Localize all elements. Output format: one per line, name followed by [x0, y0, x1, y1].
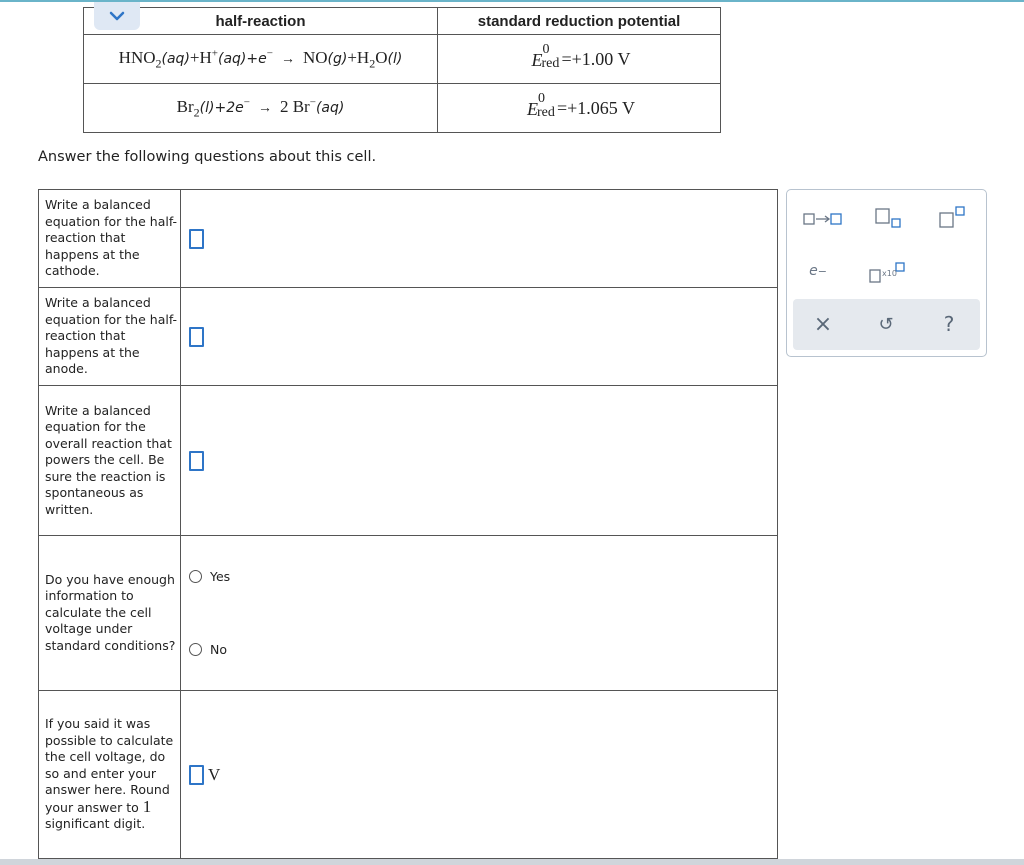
- equation-token: HNO: [118, 47, 156, 67]
- radio-no-label: No: [210, 642, 227, 657]
- clear-button[interactable]: [803, 304, 843, 344]
- equation-token: 2 Br: [279, 96, 310, 116]
- questions-table: [38, 189, 778, 859]
- question-anode: Write a balanced equation for the half-reaction that happens at the anode.: [39, 288, 181, 386]
- half-reaction-2-products: [280, 97, 344, 116]
- subscript-tool[interactable]: [871, 205, 907, 231]
- voltage-unit: V: [208, 764, 221, 784]
- equation-token: 2: [369, 56, 376, 71]
- equation-token: +H: [189, 47, 212, 67]
- equation-token: 2: [155, 56, 162, 71]
- question-cathode: Write a balanced equation for the half-reaction that happens at the cathode.: [39, 190, 181, 288]
- undo-button[interactable]: [866, 304, 906, 344]
- potential-1: [438, 35, 721, 84]
- tool-action-bar: [793, 299, 980, 350]
- equation-token: NO: [302, 47, 328, 67]
- question-enough-info: Do you have enough information to calculate the cell voltage under standard conditions?: [39, 536, 181, 691]
- half-reaction-1: [84, 35, 438, 84]
- equation-token: 2: [193, 105, 200, 120]
- answer-cell-cathode: [181, 190, 778, 288]
- equation-token: −: [266, 46, 273, 59]
- overall-answer-input[interactable]: [189, 451, 204, 471]
- potential-2: [438, 84, 721, 133]
- reaction-arrow: →: [280, 51, 295, 67]
- e-zero-red-symbol: E 0 red: [527, 91, 555, 120]
- answer-cell-enough-info: [181, 536, 778, 691]
- equation-token: (aq): [161, 50, 190, 67]
- answer-cell-overall: [181, 386, 778, 536]
- voltage-answer-input[interactable]: [189, 765, 204, 785]
- equation-token: −: [309, 95, 316, 108]
- subscript-template-icon: [874, 207, 904, 229]
- equation-token: (l): [199, 99, 215, 116]
- reaction-arrow-tool[interactable]: [801, 208, 845, 230]
- half-reaction-1-products: [302, 47, 403, 71]
- equation-token: (g): [327, 50, 348, 67]
- math-tool-panel: [786, 189, 987, 357]
- equation-token: Br: [176, 96, 194, 116]
- superscript-template-icon: [938, 205, 968, 229]
- radio-circle-icon: [189, 643, 202, 656]
- equation-token: +2e: [214, 99, 244, 116]
- equation-token: (aq): [218, 50, 247, 67]
- close-icon: ×: [813, 311, 833, 337]
- top-accent-line: [0, 0, 1024, 2]
- potential-2-value: =+1.065 V: [557, 97, 635, 118]
- radio-circle-icon: [189, 570, 202, 583]
- anode-answer-input[interactable]: [189, 327, 204, 347]
- scientific-notation-tool[interactable]: [867, 260, 909, 286]
- superscript-tool[interactable]: [935, 203, 971, 231]
- help-icon: ?: [943, 312, 955, 336]
- radio-yes[interactable]: [189, 569, 777, 584]
- radio-yes-label: Yes: [210, 569, 231, 584]
- reaction-arrow-template-icon: [803, 212, 843, 226]
- potential-1-value: =+1.00 V: [561, 48, 631, 69]
- equation-token: (l): [387, 50, 403, 67]
- equation-token: O: [375, 47, 388, 67]
- question-overall: Write a balanced equation for the overall reaction that powers the cell. Be sure the reaction is spontaneous as written.: [39, 386, 181, 536]
- half-reaction-2: [84, 84, 438, 133]
- half-reaction-1-reactants: [118, 46, 273, 71]
- electron-icon-label: e: [809, 263, 818, 279]
- equation-token: (aq): [315, 99, 345, 116]
- e-zero-red-symbol: E 0 red: [531, 42, 560, 71]
- equation-token: +: [211, 46, 218, 59]
- cathode-answer-input[interactable]: [189, 229, 204, 249]
- equation-token: +H: [347, 47, 370, 67]
- answer-cell-anode: [181, 288, 778, 386]
- equation-token: +e: [246, 50, 267, 67]
- header-standard-reduction-potential: standard reduction potential: [438, 8, 721, 35]
- half-reaction-2-reactants: [176, 95, 250, 120]
- electron-icon-charge: −: [817, 264, 827, 278]
- answer-cell-voltage: [181, 691, 778, 859]
- question-cell-voltage: If you said it was possible to calculate the cell voltage, do so and enter your answer here. Round your answer to 1 significant digit.: [39, 691, 181, 859]
- undo-icon: ↺: [878, 313, 894, 335]
- instructions: Answer the following questions about this cell.: [38, 149, 377, 165]
- help-button[interactable]: [929, 304, 969, 344]
- significant-digits-number: 1: [142, 796, 152, 816]
- electron-tool[interactable]: [805, 260, 831, 282]
- sci-label: x10: [882, 269, 897, 278]
- header-half-reaction: half-reaction: [84, 8, 438, 35]
- equation-token: −: [243, 95, 250, 108]
- bottom-scroll-bar: [0, 859, 1024, 865]
- radio-no[interactable]: [189, 642, 777, 657]
- collapse-button[interactable]: [94, 2, 140, 30]
- reaction-arrow: →: [257, 100, 272, 116]
- chevron-down-icon: [109, 10, 125, 22]
- reference-table: [83, 7, 721, 133]
